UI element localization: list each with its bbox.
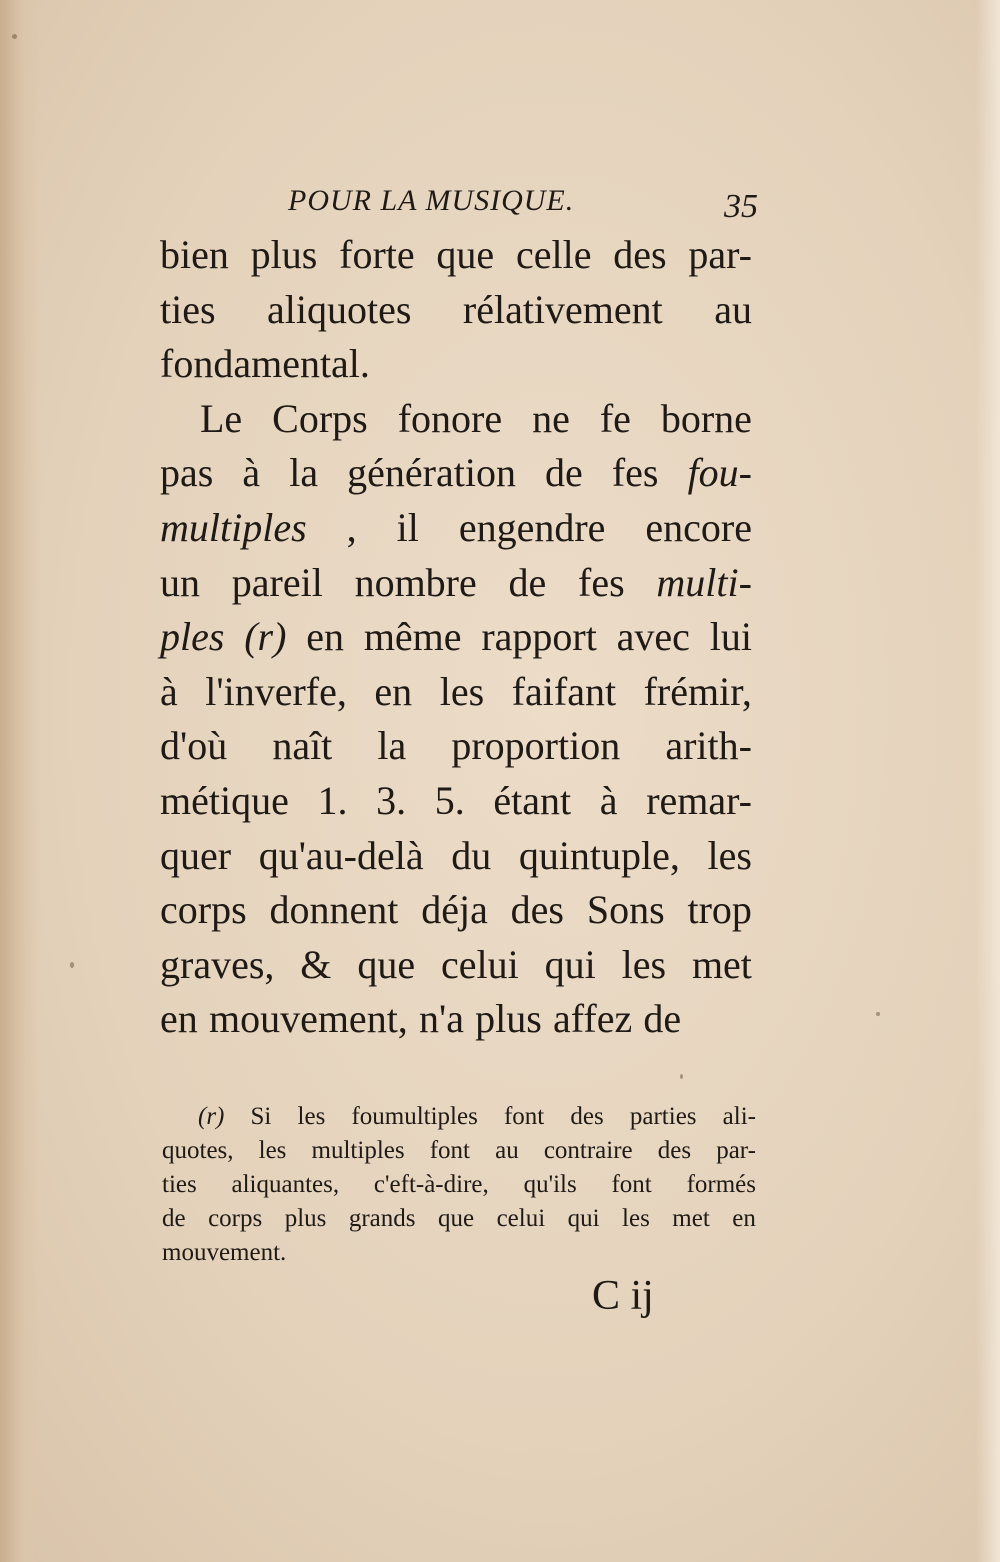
word: n'a xyxy=(419,996,464,1042)
word: déja xyxy=(421,887,488,933)
word: fes xyxy=(578,559,625,605)
text-line xyxy=(160,337,752,392)
word: mouvement. xyxy=(162,1239,287,1266)
word: même xyxy=(363,614,462,660)
word: étant xyxy=(493,777,572,823)
word: des xyxy=(510,887,564,933)
word: il xyxy=(396,504,419,550)
word: les xyxy=(439,668,485,714)
text-line xyxy=(160,501,752,556)
word: font xyxy=(429,1137,470,1164)
word: proportion xyxy=(451,723,621,769)
word: celle xyxy=(515,232,592,277)
text-line xyxy=(160,829,752,884)
word: des xyxy=(613,232,667,277)
word: fonore xyxy=(397,395,503,441)
word: la xyxy=(377,723,407,769)
word: avec xyxy=(616,614,690,660)
word: pas xyxy=(160,450,214,496)
word: bien xyxy=(160,232,229,277)
word: en xyxy=(374,668,413,714)
text-line xyxy=(160,610,752,665)
text-line xyxy=(160,228,752,283)
word: aliquotes xyxy=(267,286,412,332)
word: (r) xyxy=(244,614,287,660)
main-text xyxy=(160,228,752,1047)
footnote xyxy=(162,1100,756,1270)
word: rélativement xyxy=(462,286,663,332)
word: ples xyxy=(160,614,225,660)
word: en xyxy=(306,614,345,660)
word: de xyxy=(162,1205,186,1232)
word: (r) xyxy=(198,1103,225,1130)
footnote-line xyxy=(162,1134,756,1168)
word: les xyxy=(707,832,752,878)
word: font xyxy=(611,1171,652,1198)
word: plus xyxy=(250,232,318,277)
word: ties xyxy=(162,1171,197,1198)
word: nombre xyxy=(354,559,477,605)
word: graves, xyxy=(160,941,275,987)
word: à xyxy=(599,777,618,823)
page-edge-highlight xyxy=(976,0,1000,1562)
word: qu'ils xyxy=(523,1171,577,1198)
word: quintuple, xyxy=(518,832,680,878)
word: par- xyxy=(688,232,752,277)
word: métique xyxy=(160,777,289,823)
signature-mark: C ij xyxy=(592,1273,654,1319)
word: de xyxy=(643,996,682,1042)
word: Sons xyxy=(586,887,665,933)
word: foumultiples xyxy=(351,1103,478,1130)
word: Corps xyxy=(272,395,368,441)
word: corps xyxy=(208,1205,263,1232)
word: multiples xyxy=(160,504,307,550)
text-line xyxy=(160,665,752,720)
word: celui xyxy=(440,941,519,987)
word: engendre xyxy=(458,504,606,550)
text-line xyxy=(160,883,752,938)
word: quotes, xyxy=(162,1137,234,1164)
word: encore xyxy=(645,504,752,550)
word: les xyxy=(258,1137,287,1164)
word: font xyxy=(503,1103,545,1130)
word: qui xyxy=(567,1205,600,1232)
word: en xyxy=(160,996,198,1042)
word: quer xyxy=(160,832,232,878)
footnote-line xyxy=(162,1100,756,1134)
text-line xyxy=(160,556,752,611)
word: c'eft-à-dire, xyxy=(373,1171,489,1198)
word: plus xyxy=(475,996,542,1042)
word: fe xyxy=(599,395,631,441)
word: Le xyxy=(200,395,243,441)
text-line xyxy=(160,446,752,501)
word: les xyxy=(297,1103,326,1130)
word: met xyxy=(672,1205,710,1232)
word: Si xyxy=(250,1103,272,1130)
word: les xyxy=(621,941,667,987)
word: donnent xyxy=(269,887,399,933)
word: fou- xyxy=(687,450,752,496)
word: à xyxy=(160,668,178,714)
word: d'où xyxy=(160,723,228,769)
word: fes xyxy=(611,450,659,496)
text-line xyxy=(160,283,752,338)
paper-speck xyxy=(680,1074,683,1079)
word: faifant xyxy=(511,668,617,714)
word: aliquantes, xyxy=(231,1171,340,1198)
word: forte xyxy=(339,232,415,277)
word: qui xyxy=(544,941,596,987)
word: formés xyxy=(686,1171,756,1198)
word: plus xyxy=(284,1205,327,1232)
word: , xyxy=(346,504,357,550)
paper-speck xyxy=(876,1012,880,1016)
word: met xyxy=(691,941,752,987)
text-line xyxy=(160,938,752,993)
word: remar- xyxy=(646,777,752,823)
word: en xyxy=(732,1205,756,1232)
word: à xyxy=(242,450,261,496)
word: fondamental. xyxy=(160,341,370,387)
word: que xyxy=(436,232,495,277)
page-number: 35 xyxy=(724,188,758,225)
word: affez xyxy=(553,996,633,1042)
word: au xyxy=(714,286,752,332)
running-title: POUR LA MUSIQUE. xyxy=(288,184,575,217)
word: que xyxy=(357,941,416,987)
word: rapport xyxy=(481,614,597,660)
word: mouvement, xyxy=(208,996,408,1042)
word: & xyxy=(300,941,332,987)
text-line xyxy=(160,392,752,447)
word: 5. xyxy=(434,777,465,823)
word: du xyxy=(451,832,492,878)
word: génération xyxy=(347,450,516,496)
word: trop xyxy=(687,887,752,933)
word: pareil xyxy=(231,559,323,605)
page-header xyxy=(288,178,758,226)
word: celui xyxy=(496,1205,546,1232)
footnote-line xyxy=(162,1168,756,1202)
word: grands xyxy=(348,1205,416,1232)
footnote-line xyxy=(162,1236,756,1270)
paper-speck xyxy=(12,34,17,39)
page-gutter-shadow xyxy=(0,0,40,1562)
word: les xyxy=(622,1205,650,1232)
word: 1. xyxy=(317,777,348,823)
word: des xyxy=(570,1103,604,1130)
text-line xyxy=(160,992,752,1047)
word: frémir, xyxy=(643,668,752,714)
word: multiples xyxy=(311,1137,405,1164)
word: par- xyxy=(716,1137,756,1164)
word: arith- xyxy=(665,723,752,769)
word: qu'au-delà xyxy=(258,832,424,878)
footnote-line xyxy=(162,1202,756,1236)
word: 3. xyxy=(376,777,407,823)
word: la xyxy=(289,450,319,496)
word: l'inverfe, xyxy=(205,668,347,714)
word: ali- xyxy=(722,1103,756,1130)
word: des xyxy=(657,1137,692,1164)
paper-speck xyxy=(70,962,74,968)
word: parties xyxy=(629,1103,697,1130)
word: au xyxy=(495,1137,519,1164)
word: ne xyxy=(532,395,570,441)
text-line xyxy=(160,774,752,829)
word: borne xyxy=(660,395,752,441)
word: que xyxy=(437,1205,475,1232)
word: de xyxy=(508,559,547,605)
word: contraire xyxy=(543,1137,633,1164)
word: naît xyxy=(272,723,333,769)
word: lui xyxy=(709,614,752,660)
word: ties xyxy=(160,286,216,332)
word: corps xyxy=(160,887,247,933)
word: de xyxy=(545,450,583,496)
word: un xyxy=(160,559,200,605)
word: multi- xyxy=(656,559,752,605)
text-line xyxy=(160,719,752,774)
